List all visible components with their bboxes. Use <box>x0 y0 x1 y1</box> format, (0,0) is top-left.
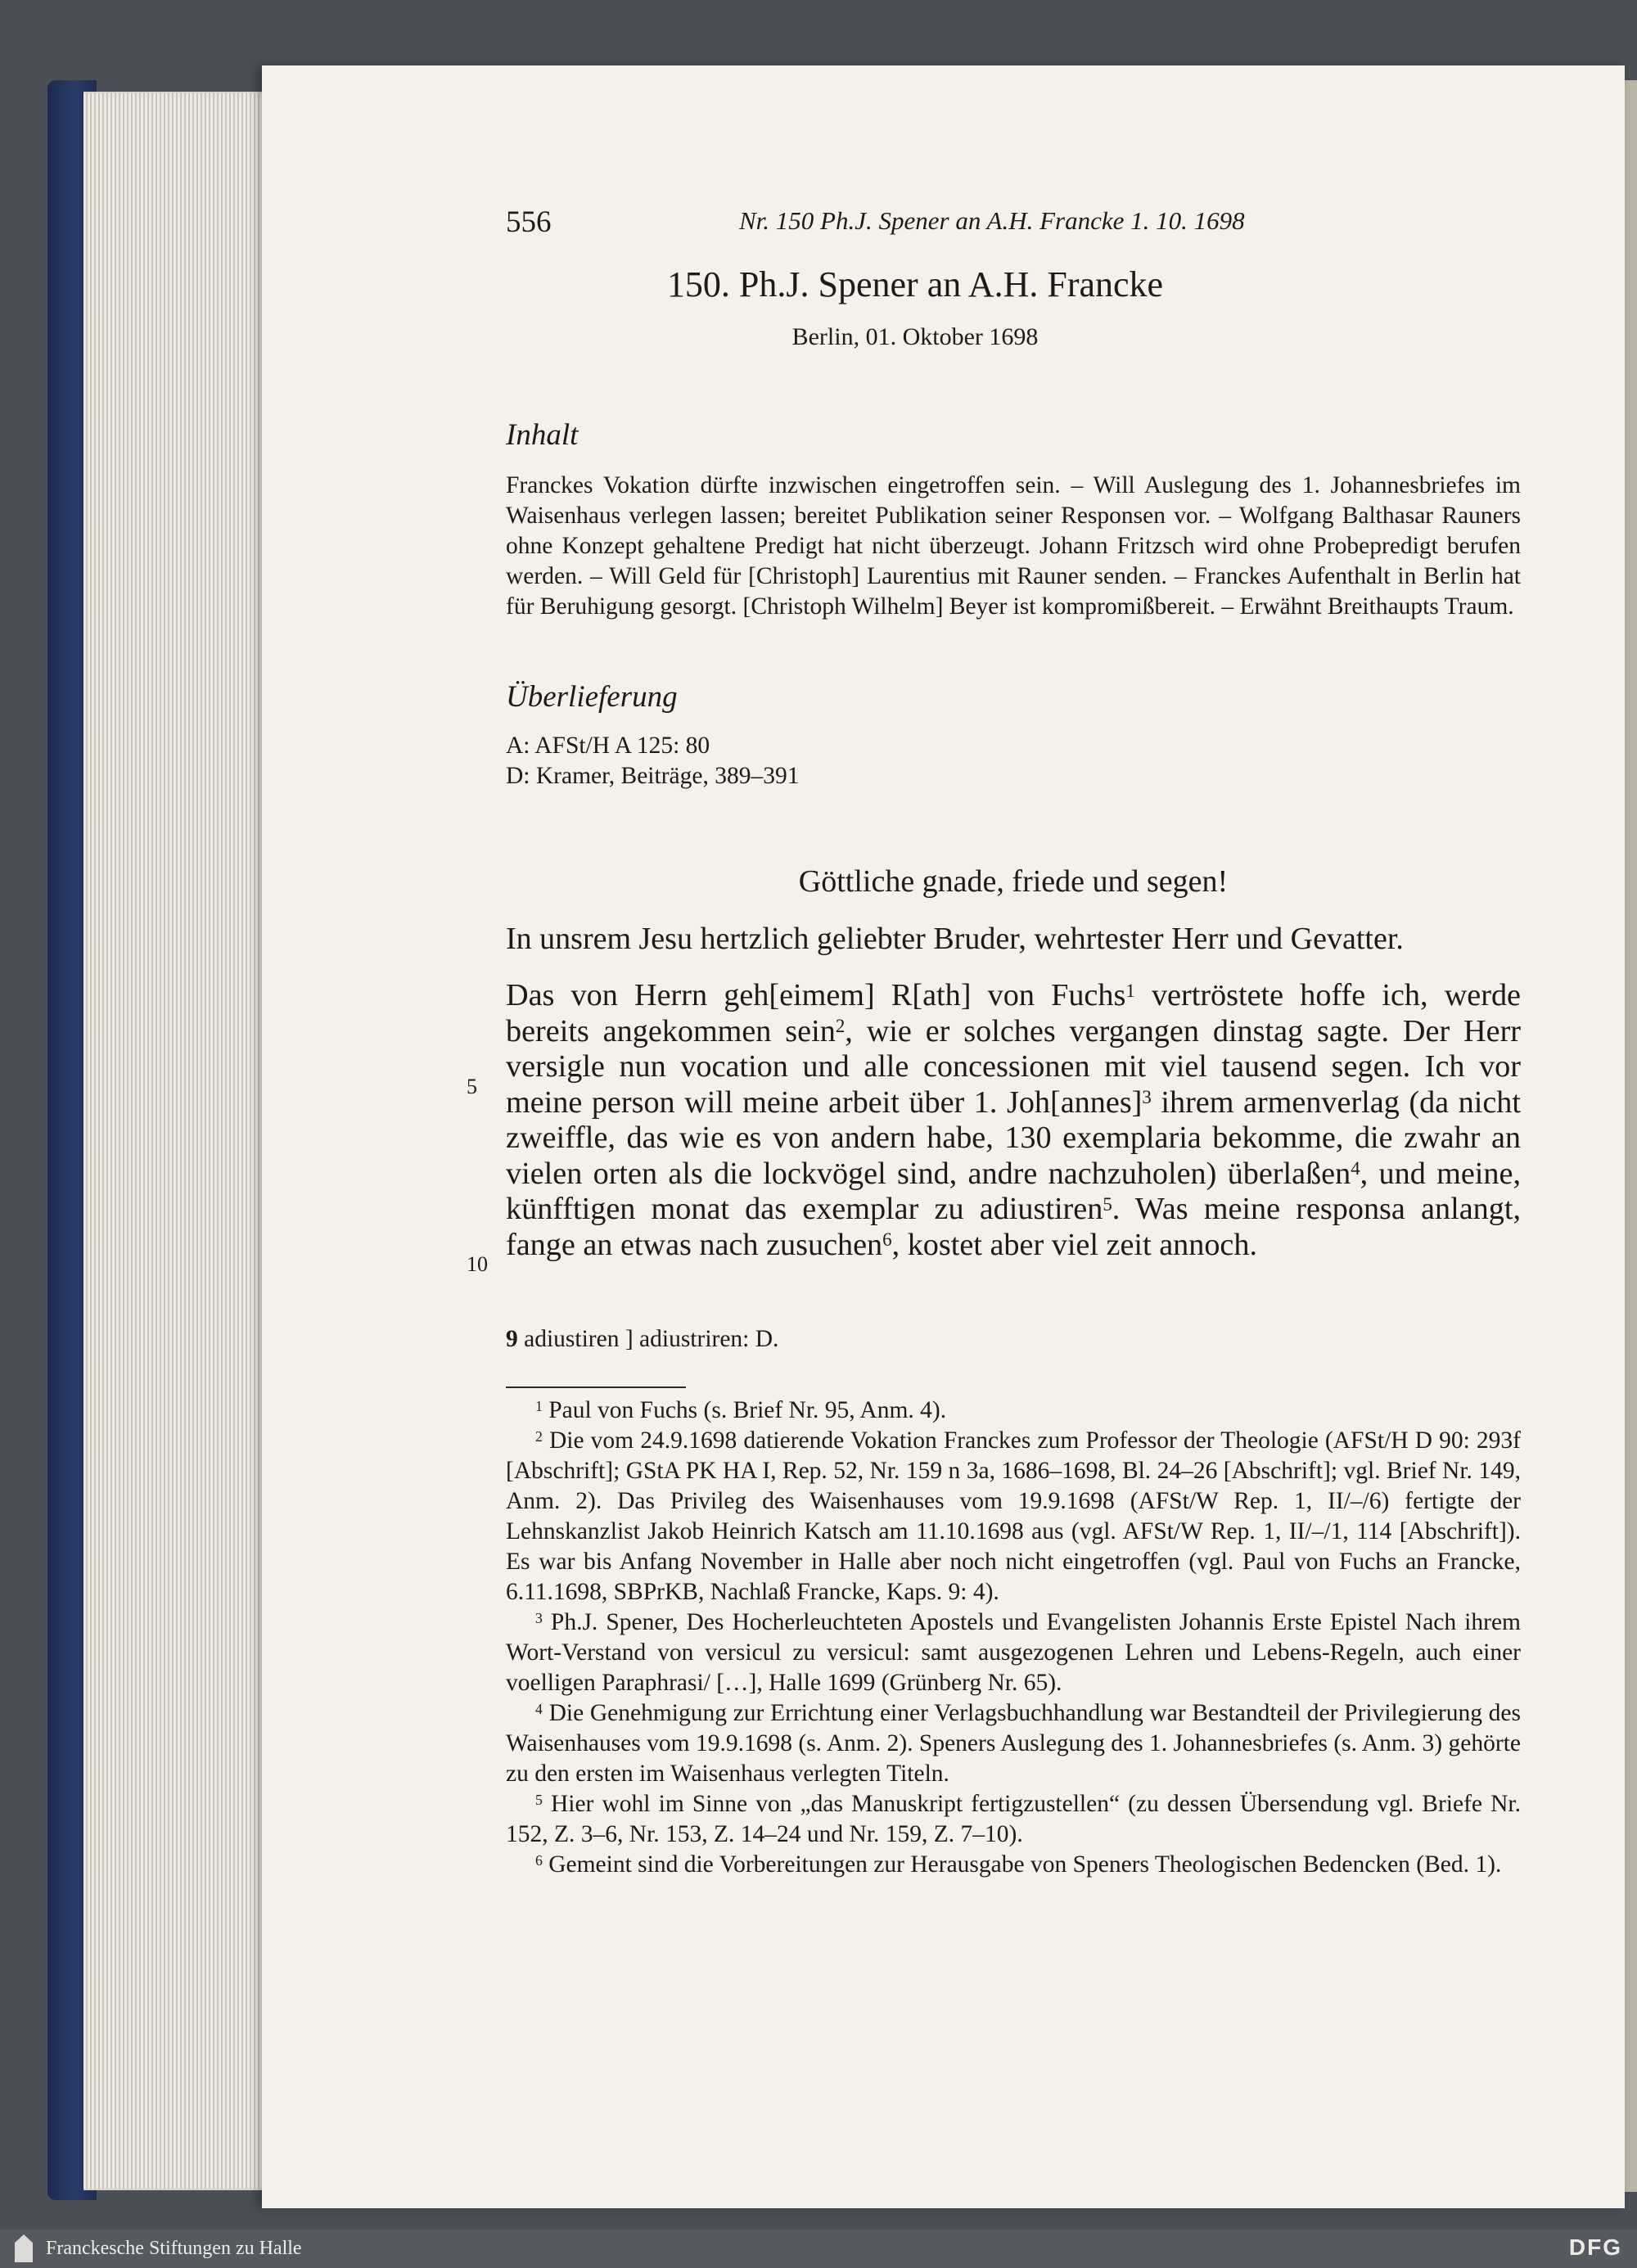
footnote <box>506 1789 1521 1850</box>
footnote-marker: 5 <box>1103 1193 1112 1215</box>
footnote-rule <box>506 1387 686 1388</box>
body-segment: , wie er solches vergangen dinstag sagte. Der Herr versigle nun vocation und alle concessionen mit viel tausend segen. Ich vor meine person will meine arbeit über 1. Joh[annes] <box>506 1013 1522 1120</box>
body-segment: ihrem armenverlag (da nicht zweiffle, das wie es von andern habe, 130 exemplaria bekomme, die zwahr an vielen orten als die lockvögel sind, andre nachzuholen) überlaßen <box>506 1084 1521 1191</box>
running-head: Nr. 150 Ph.J. Spener an A.H. Francke 1. 10. 1698 <box>739 206 1245 235</box>
page-header <box>506 205 1324 241</box>
footnote <box>506 1850 1521 1880</box>
footnote-marker: 3 <box>1142 1087 1152 1108</box>
footnote-text: Die vom 24.9.1698 datierende Vokation Franckes zum Professor der Theologie (AFSt/H D 90: 293f [Abschrift]; GStA PK HA I, Rep. 52, Nr. 159 n 3a, 1686–1698, Bl. 24–26 [Abschrift]; vgl. Brief Nr. 149, Anm. 2). Das Privileg des Waisenhauses vom 19.9.1698 (AFSt/W Rep. 1, II/–/6) fertigte der Lehnskanzlist Jakob Heinrich Katsch am 11.10.1698 aus (vgl. AFSt/W Rep. 1, II/–/1, 114 [Abschrift]). Es war bis Anfang November in Halle aber noch nicht eingetroffen (vgl. Paul von Fuchs an Francke, 6.11.1698, SBPrKB, Nachlaß Francke, Kaps. 9: 4). <box>506 1427 1521 1605</box>
footnote-number: 5 <box>535 1792 543 1809</box>
institution-name: Franckesche Stiftungen zu Halle <box>46 2238 302 2259</box>
inhalt-summary: Franckes Vokation dürfte inzwischen eingetroffen sein. – Will Auslegung des 1. Johannesbriefes im Waisenhaus verlegen lassen; bereitet Publikation seiner Responsen vor. – Wolfgang Balthasar Rauners ohne Konzept gehaltene Predigt hat nicht überzeugt. Johann Fritzsch wird ohne Probepredigt berufen werden. – Will Geld für [Christoph] Laurentius mit Rauner senden. – Franckes Aufenthalt in Berlin hat für Beruhigung gesorgt. [Christoph Wilhelm] Beyer ist kompromißbereit. – Erwähnt Breithaupts Traum. <box>506 472 1521 620</box>
line-number: 5 <box>467 1075 477 1098</box>
body-segment: , kostet aber viel zeit annoch. <box>891 1227 1258 1262</box>
inhalt-heading: Inhalt <box>506 418 579 452</box>
apparatus-line: 9 <box>506 1326 518 1352</box>
institution-logo-icon <box>15 2234 33 2262</box>
letter-body <box>506 978 1521 1263</box>
footnote-marker: 6 <box>882 1229 892 1251</box>
body-segment: vertröstete hoffe ich, werde bereits angekommen sein <box>506 978 1521 1048</box>
footnote <box>506 1607 1521 1698</box>
dfg-logo: DFG <box>1568 2234 1622 2260</box>
apparatus-text: adiustiren ] adiustriren: D. <box>517 1326 779 1352</box>
footnotes <box>506 1396 1521 1880</box>
footnote-marker: 2 <box>835 1016 846 1037</box>
source-a: A: AFSt/H A 125: 80 <box>506 733 710 759</box>
body-segment: Das von Herrn geh[eimem] R[ath] von Fuchs <box>506 978 1126 1012</box>
footnote-number: 2 <box>535 1428 543 1445</box>
footnote-marker: 1 <box>1125 980 1135 1001</box>
ueberlieferung-heading: Überlieferung <box>506 680 678 714</box>
body-segment: , und meine, künfftigen monat das exemplar zu adiustiren <box>506 1156 1521 1226</box>
footnote-number: 3 <box>535 1610 543 1627</box>
footnote-marker: 4 <box>1351 1158 1360 1179</box>
footnote-text: Gemeint sind die Vorbereitungen zur Herausgabe von Speners Theologischen Bedencken (Bed. 1). <box>548 1851 1502 1878</box>
salutation: Göttliche gnade, friede und segen! <box>798 864 1229 899</box>
footnote-text: Paul von Fuchs (s. Brief Nr. 95, Anm. 4). <box>548 1397 947 1423</box>
viewer-footer <box>0 2230 1637 2268</box>
body-segment: . Was meine responsa anlangt, fange an etwas nach zusuchen <box>506 1192 1521 1262</box>
page-number: 556 <box>506 205 552 239</box>
footnote-text: Hier wohl im Sinne von „das Manuskript fertigzustellen“ (zu dessen Übersendung vgl. Briefe Nr. 152, Z. 3–6, Nr. 153, Z. 14–24 und Nr. 159, Z. 7–10). <box>506 1791 1522 1847</box>
footnote <box>506 1698 1521 1789</box>
critical-apparatus <box>506 1326 778 1353</box>
letter-place-date: Berlin, 01. Oktober 1698 <box>791 323 1039 350</box>
address-line: In unsrem Jesu hertzlich geliebter Bruder, wehrtester Herr und Gevatter. <box>506 922 1404 956</box>
footnote-number: 4 <box>535 1701 543 1718</box>
footnote-text: Ph.J. Spener, Des Hocherleuchteten Apostels und Evangelisten Johannis Erste Epistel Nach ihrem Wort-Verstand von versicul zu versicul: samt ausgezogenen Lehren und Lebens-Regeln, auch einer voelligen Paraphrasi/ […], Halle 1699 (Grünberg Nr. 65). <box>506 1609 1521 1696</box>
line-number: 10 <box>467 1252 488 1276</box>
footnote-text: Die Genehmigung zur Errichtung einer Verlagsbuchhandlung war Bestandteil der Privilegierung des Waisenhauses vom 19.9.1698 (s. Anm. 2). Speners Auslegung des 1. Johannesbriefes (s. Anm. 3) gehörte zu den ersten im Waisenhaus verlegten Titeln. <box>506 1700 1521 1787</box>
footnote-number: 1 <box>535 1398 543 1415</box>
source-d: D: Kramer, Beiträge, 389–391 <box>506 763 800 789</box>
letter-title: 150. Ph.J. Spener an A.H. Francke <box>666 264 1164 304</box>
footnote-number: 6 <box>535 1852 543 1869</box>
footnote <box>506 1426 1521 1607</box>
footnote <box>506 1396 1521 1426</box>
